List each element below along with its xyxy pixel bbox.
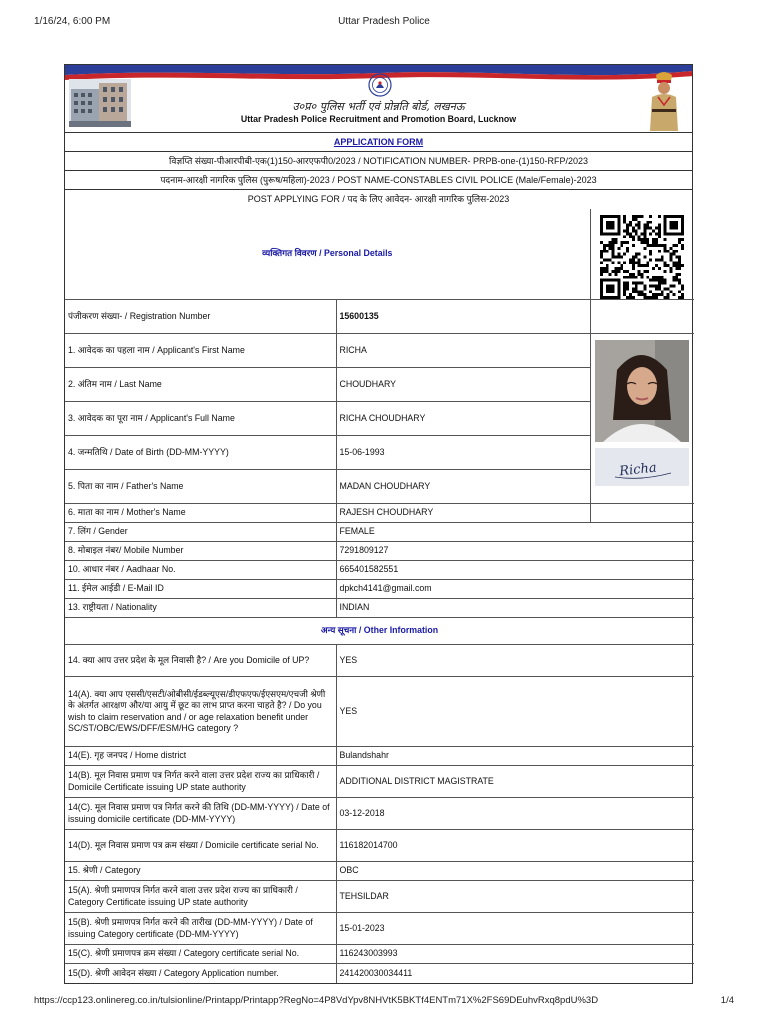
category-issue-date-value: 15-01-2023 xyxy=(336,913,694,945)
category-serial-value: 116243003993 xyxy=(336,945,694,964)
board-banner xyxy=(65,65,692,133)
field-label: 14(B). मूल निवास प्रमाण पत्र निर्गत करने वाला उत्तर प्रदेश राज्य का प्राधिकारी / Domicile Certificate issuing UP state authority xyxy=(65,766,336,798)
police-officer-image xyxy=(646,71,682,131)
field-label: 15(A). श्रेणी प्रमाणपत्र निर्गत करने वाला उत्तर प्रदेश राज्य का प्राधिकारी / Category Certificate issuing UP state authority xyxy=(65,881,336,913)
post-applying-for: POST APPLYING FOR / पद के लिए आवेदन- आरक्षी नागरिक पुलिस-2023 xyxy=(247,194,510,204)
field-label: 14(A). क्या आप एससी/एसटी/ओबीसी/ईडब्ल्यूएस/डीएफएफ/ईएसएम/एचजी श्रेणी के अंतर्गत आरक्षण और/या आयु में छूट का लाभ प्राप्त करना चाहते है? / Do you wish to claim reservation and / or age relaxation benefit under SC/ST/OBC/EWS/DFF/ESM/HG category ? xyxy=(65,677,336,747)
field-label: 14(E). गृह जनपद / Home district xyxy=(65,747,336,766)
print-datetime: 1/16/24, 6:00 PM xyxy=(34,16,111,27)
category-value: OBC xyxy=(336,862,694,881)
last-name-value: CHOUDHARY xyxy=(336,368,590,402)
personal-details-title: व्यक्तिगत विवरण / Personal Details xyxy=(65,209,590,300)
applicant-photo xyxy=(595,340,689,442)
field-label: 15(B). श्रेणी प्रमाणपत्र निर्गत करने की तारीख (DD-MM-YYYY) / Date of issuing Category certificate (DD-MM-YYYY) xyxy=(65,913,336,945)
field-label: 8. मोबाइल नंबर/ Mobile Number xyxy=(65,542,336,561)
nationality-value: INDIAN xyxy=(336,599,694,618)
photo-signature-cell xyxy=(590,334,694,504)
print-page-number: 1/4 xyxy=(720,995,734,1006)
fathers-name-value: MADAN CHOUDHARY xyxy=(336,470,590,504)
post-name: पदनाम-आरक्षी नागरिक पुलिस (पुरूष/महिला)-2023 / POST NAME-CONSTABLES CIVIL POLICE (Male/Female)-2023 xyxy=(65,171,692,190)
field-label: 7. लिंग / Gender xyxy=(65,523,336,542)
field-label: 11. ईमेल आईडी / E-Mail ID xyxy=(65,580,336,599)
board-name-hindi: उ०प्र० पुलिस भर्ती एवं प्रोन्नति बोर्ड, लखनऊ xyxy=(292,100,465,113)
field-label: 15(C). श्रेणी प्रमाणपत्र क्रम संख्या / Category certificate serial No. xyxy=(65,945,336,964)
up-police-emblem-icon xyxy=(368,73,392,97)
email-value: dpkch4141@gmail.com xyxy=(336,580,694,599)
field-label: 1. आवेदक का पहला नाम / Applicant's First Name xyxy=(65,334,336,368)
category-authority-value: TEHSILDAR xyxy=(336,881,694,913)
print-footer xyxy=(34,995,734,1009)
domicile-serial-value: 116182014700 xyxy=(336,830,694,862)
registration-number-value: 15600135 xyxy=(336,300,590,334)
date-of-birth-value: 15-06-1993 xyxy=(336,436,590,470)
field-label: 15(D). श्रेणी आवेदन संख्या / Category Application number. xyxy=(65,964,336,983)
field-label: 13. राष्ट्रीयता / Nationality xyxy=(65,599,336,618)
field-label: 5. पिता का नाम / Father's Name xyxy=(65,470,336,504)
field-label: 10. आधार नंबर / Aadhaar No. xyxy=(65,561,336,580)
field-label: 2. अंतिम नाम / Last Name xyxy=(65,368,336,402)
field-label: पंजीकरण संख्या- / Registration Number xyxy=(65,300,336,334)
domicile-up-value: YES xyxy=(336,645,694,677)
svg-text:Richa: Richa xyxy=(618,460,658,480)
reservation-claim-value: YES xyxy=(336,677,694,747)
gender-value: FEMALE xyxy=(336,523,694,542)
category-application-value: 241420030034411 xyxy=(336,964,694,983)
aadhaar-value: 665401582551 xyxy=(336,561,694,580)
other-information-title: अन्य सूचना / Other Information xyxy=(65,618,694,645)
field-label: 15. श्रेणी / Category xyxy=(65,862,336,881)
field-label: 4. जन्मतिथि / Date of Birth (DD-MM-YYYY) xyxy=(65,436,336,470)
mobile-number-value: 7291809127 xyxy=(336,542,694,561)
print-url: https://ccp123.onlinereg.co.in/tulsionline/Printapp/Printapp?RegNo=4P8VdYpv8NHVtK5BKTf4ENTm71X%2FS69DEuhvRxq8pdU%3D xyxy=(34,995,599,1006)
field-label: 14(C). मूल निवास प्रमाण पत्र निर्गत करने की तिथि (DD-MM-YYYY) / Date of issuing domicile certificate (DD-MM-YYYY) xyxy=(65,798,336,830)
print-header xyxy=(34,16,734,30)
notification-number: विज्ञप्ति संख्या-पीआरपीबी-एक(1)150-आरएफपी0/2023 / NOTIFICATION NUMBER- PRPB-one-(1)150-RFP/2023 xyxy=(65,152,692,171)
domicile-issue-date-value: 03-12-2018 xyxy=(336,798,694,830)
full-name-value: RICHA CHOUDHARY xyxy=(336,402,590,436)
home-district-value: Bulandshahr xyxy=(336,747,694,766)
qr-cell xyxy=(590,209,694,300)
field-label: 14. क्या आप उत्तर प्रदेश के मूल निवासी है? / Are you Domicile of UP? xyxy=(65,645,336,677)
details-table xyxy=(65,209,694,983)
field-label: 3. आवेदक का पूरा नाम / Applicant's Full Name xyxy=(65,402,336,436)
field-label: 14(D). मूल निवास प्रमाण पत्र क्रम संख्या / Domicile certificate serial No. xyxy=(65,830,336,862)
board-name-english: Uttar Pradesh Police Recruitment and Promotion Board, Lucknow xyxy=(240,114,517,124)
mothers-name-value: RAJESH CHOUDHARY xyxy=(336,504,590,523)
application-sheet xyxy=(64,64,693,984)
applicant-signature xyxy=(595,448,689,486)
application-form-heading: APPLICATION FORM xyxy=(65,133,692,152)
first-name-value: RICHA xyxy=(336,334,590,368)
qr-code-icon xyxy=(600,215,684,299)
print-page-title: Uttar Pradesh Police xyxy=(338,16,430,27)
field-label: 6. माता का नाम / Mother's Name xyxy=(65,504,336,523)
domicile-authority-value: ADDITIONAL DISTRICT MAGISTRATE xyxy=(336,766,694,798)
